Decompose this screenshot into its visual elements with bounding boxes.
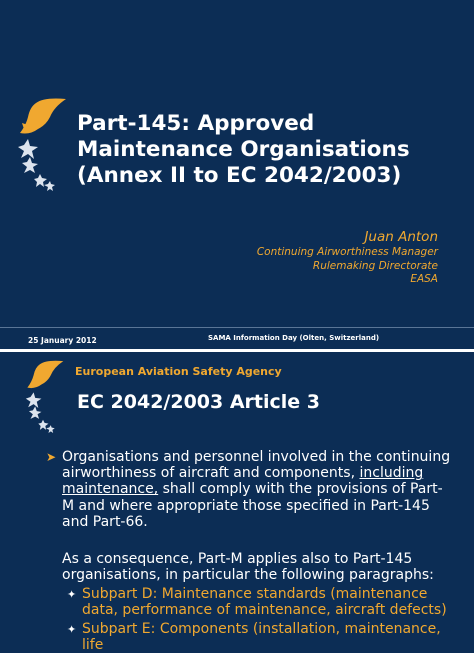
presenter-org: EASA [410, 273, 438, 285]
paragraph-1-underlined: including maintenance, [62, 465, 424, 498]
paragraph-1-text-a: Organisations and personnel involved in the continuing airworthiness of aircraft and components, [62, 449, 451, 482]
star-bullet-icon: ✦ [67, 623, 77, 636]
presenter-block [257, 229, 438, 287]
agency-name: European Aviation Safety Agency [75, 365, 282, 378]
subpart-d-item: Subpart D: Maintenance standards (maintenance data, performance of maintenance, aircraft defects) [82, 586, 447, 619]
paragraph-2: As a consequence, Part-M applies also to Part-145 organisations, in particular the following paragraphs: [62, 551, 434, 584]
subpart-e-item: Subpart E: Components (installation, maintenance, life [82, 621, 441, 653]
slide-date: 25 January 2012 [28, 336, 97, 345]
paragraph-1-text-b: shall comply with the provisions of Part-M and where appropriate those specified in Part-145 and Part-66. [62, 481, 443, 530]
event-name: SAMA Information Day (Olten, Switzerland) [208, 334, 380, 342]
title-line-3: (Annex II to EC 2042/2003) [77, 163, 402, 188]
title-line-1: Part-145: Approved [77, 111, 315, 136]
presentation-title [77, 111, 467, 189]
title-line-2: Maintenance Organisations [77, 137, 410, 162]
presenter-dept: Rulemaking Directorate [312, 259, 438, 272]
presenter-role: Continuing Airworthiness Manager [256, 246, 438, 258]
slide-heading: EC 2042/2003 Article 3 [77, 391, 321, 413]
footer-divider [0, 327, 474, 328]
paragraph-1 [62, 449, 452, 530]
star-bullet-icon: ✦ [67, 588, 77, 601]
easa-star-logo-icon [8, 95, 72, 200]
easa-star-logo-icon [18, 358, 68, 440]
arrow-bullet-icon: ➤ [46, 450, 57, 464]
presenter-name: Juan Anton [364, 229, 438, 245]
